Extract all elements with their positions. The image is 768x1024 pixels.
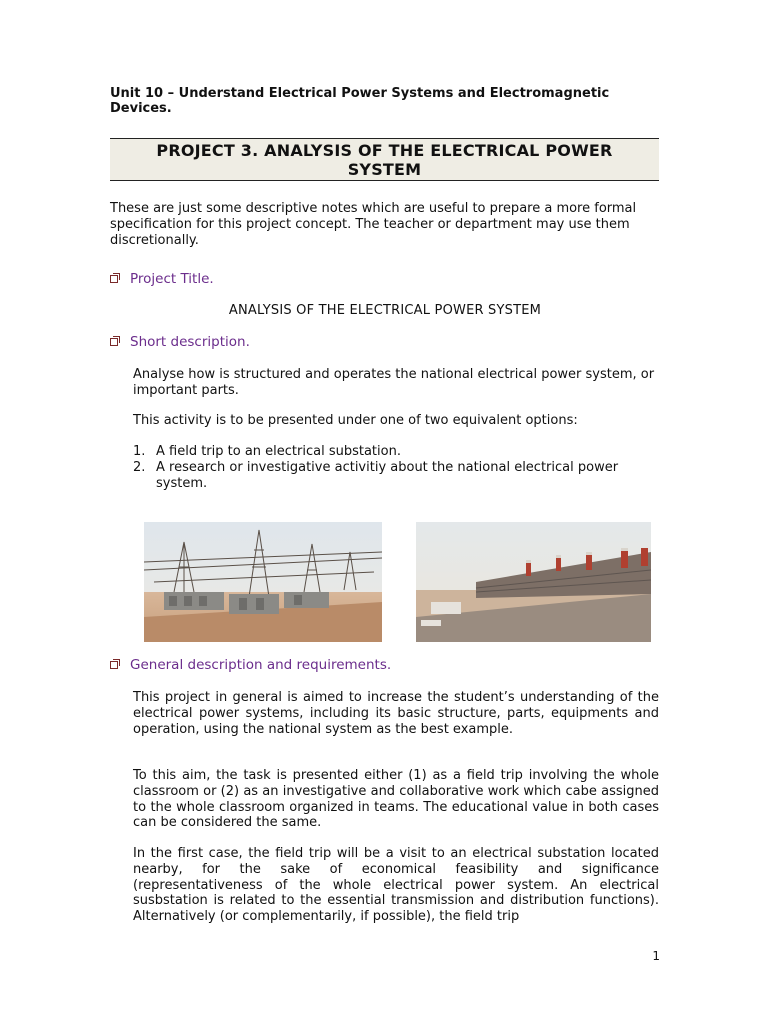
list-item: 1. A field trip to an electrical substation. <box>133 444 401 459</box>
options-list <box>133 444 659 492</box>
project-heading: PROJECT 3. ANALYSIS OF THE ELECTRICAL POWER SYSTEM <box>156 140 613 179</box>
short-description-paragraph: Analyse how is structured and operates the national electrical power system, or important parts. <box>133 367 655 398</box>
general-description-paragraph-3: In the first case, the field trip will be a visit to an electrical substation located nearby, for the sake of economical feasibility and significance (representativeness of the whole electrical power system. An electrical susbstation is related to the essential transmission and distribution functions). Alternatively (or complementarily, if possible), the field trip <box>133 846 659 925</box>
page-number: 1 <box>652 949 660 963</box>
general-description-paragraph-1: This project in general is aimed to increase the student’s understanding of the electrical power systems, including its basic structure, parts, equipments and operation, using the national system as the best example. <box>133 690 659 737</box>
checkbox-bullet-icon <box>110 661 118 669</box>
section-project-title <box>110 271 214 287</box>
intro-paragraph: These are just some descriptive notes which are useful to prepare a more formal specification for this project concept. The teacher or department may use them discretionally. <box>110 201 637 248</box>
unit-title: Unit 10 – Understand Electrical Power Systems and Electromagnetic Devices. <box>110 86 610 116</box>
checkbox-bullet-icon <box>110 338 118 346</box>
substation-photo <box>144 522 382 642</box>
section-general-description <box>110 657 391 673</box>
section-short-description <box>110 334 250 350</box>
power-plant-photo <box>416 522 651 642</box>
general-description-paragraph-2: To this aim, the task is presented either (1) as a field trip involving the whole classroom or (2) as an investigative and collaborative work which cabe assigned to the whole classroom organized in teams. The educational value in both cases can be considered the same. <box>133 768 659 831</box>
project-heading-banner <box>110 138 659 181</box>
section-heading: Project Title. <box>130 271 214 287</box>
section-heading: General description and requirements. <box>130 657 392 673</box>
list-item: 2. A research or investigative activitiy about the national electrical power system. <box>133 460 619 491</box>
section-heading: Short description. <box>130 334 250 350</box>
project-title-text: ANALYSIS OF THE ELECTRICAL POWER SYSTEM <box>228 303 542 318</box>
options-intro-paragraph: This activity is to be presented under one of two equivalent options: <box>133 413 578 428</box>
checkbox-bullet-icon <box>110 275 118 283</box>
